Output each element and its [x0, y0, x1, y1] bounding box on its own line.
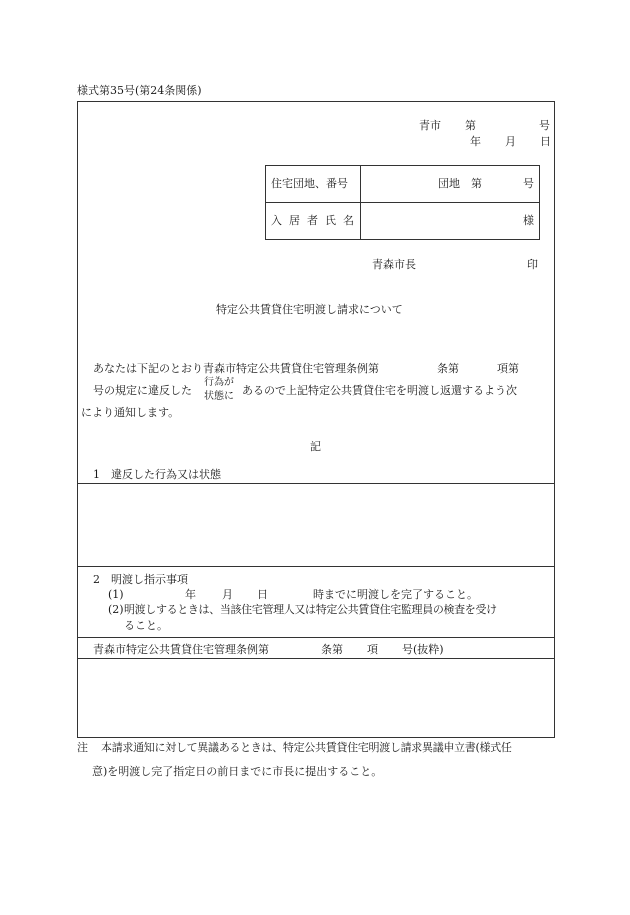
note-prefix: 注: [77, 741, 88, 754]
section2-item1-num: (1): [108, 588, 124, 601]
section2-bottom-rule: [77, 637, 555, 638]
header-tsuki: 月: [505, 135, 516, 148]
header-city-short: 青市: [419, 119, 441, 132]
issuer-name: 青森市長: [372, 258, 416, 271]
body-line1-b: 条第: [437, 362, 459, 375]
ki-marker: 記: [310, 440, 321, 453]
section3-label-b: 条第: [321, 643, 343, 656]
section3-label-a: 青森市特定公共賃貸住宅管理条例第: [93, 643, 269, 656]
section2-item2-text-2: ること。: [124, 619, 168, 632]
note-line1: 本請求通知に対して異議あるときは、特定公共賃貸住宅明渡し請求異議申立書(様式任: [101, 741, 512, 754]
section3-label-c: 項: [367, 643, 378, 656]
tenant-row2-label: 入居者氏名: [271, 214, 361, 227]
header-hi: 日: [540, 135, 551, 148]
body-line2-b: あるので上記特定公共賃貸住宅を明渡し返還するよう次: [242, 384, 517, 397]
section2-item1-hi: 日: [257, 588, 268, 601]
header-nen: 年: [470, 135, 481, 148]
section2-number: 2: [93, 573, 100, 586]
body-line3: により通知します。: [81, 406, 180, 419]
section3-label-d: 号(抜粋): [402, 643, 444, 656]
issuer-seal: 印: [527, 258, 538, 271]
tenant-table-divider-h: [265, 202, 540, 203]
section1-label: 違反した行為又は状態: [111, 468, 221, 481]
section3-rule: [77, 658, 555, 659]
tenant-row1-dai: 第: [471, 177, 482, 190]
section1-number: 1: [93, 468, 100, 481]
form-label: 様式第35号(第24条関係): [77, 84, 202, 97]
body-line2-a: 号の規定に違反した: [93, 384, 192, 397]
tenant-row1-danchi: 団地: [438, 177, 460, 190]
section2-item1-text: 時までに明渡しを完了すること。: [313, 588, 478, 601]
section1-top-rule: [77, 483, 555, 484]
section2-item2-num: (2): [108, 603, 124, 616]
header-go: 号: [539, 119, 550, 132]
note-line2: 意)を明渡し完了指定日の前日までに市長に提出すること。: [92, 765, 383, 778]
tenant-row2-sama: 様: [523, 214, 534, 227]
body-choice-bottom: 状態に: [204, 391, 234, 402]
section2-label: 明渡し指示事項: [111, 573, 188, 586]
tenant-row1-go: 号: [523, 177, 534, 190]
section1-bottom-rule: [77, 566, 555, 567]
tenant-row1-label: 住宅団地、番号: [271, 177, 348, 190]
body-choice-top: 行為が: [204, 377, 234, 388]
section2-item1-tsuki: 月: [222, 588, 233, 601]
body-line1-a: あなたは下記のとおり青森市特定公共賃貸住宅管理条例第: [93, 362, 379, 375]
section2-item1-nen: 年: [185, 588, 196, 601]
section2-item2-text-1: 明渡しするときは、当該住宅管理人又は特定公共賃貸住宅監理員の検査を受け: [124, 603, 497, 616]
document-title: 特定公共賃貸住宅明渡し請求について: [216, 303, 403, 316]
body-line1-c: 項第: [497, 362, 519, 375]
header-dai: 第: [465, 119, 476, 132]
